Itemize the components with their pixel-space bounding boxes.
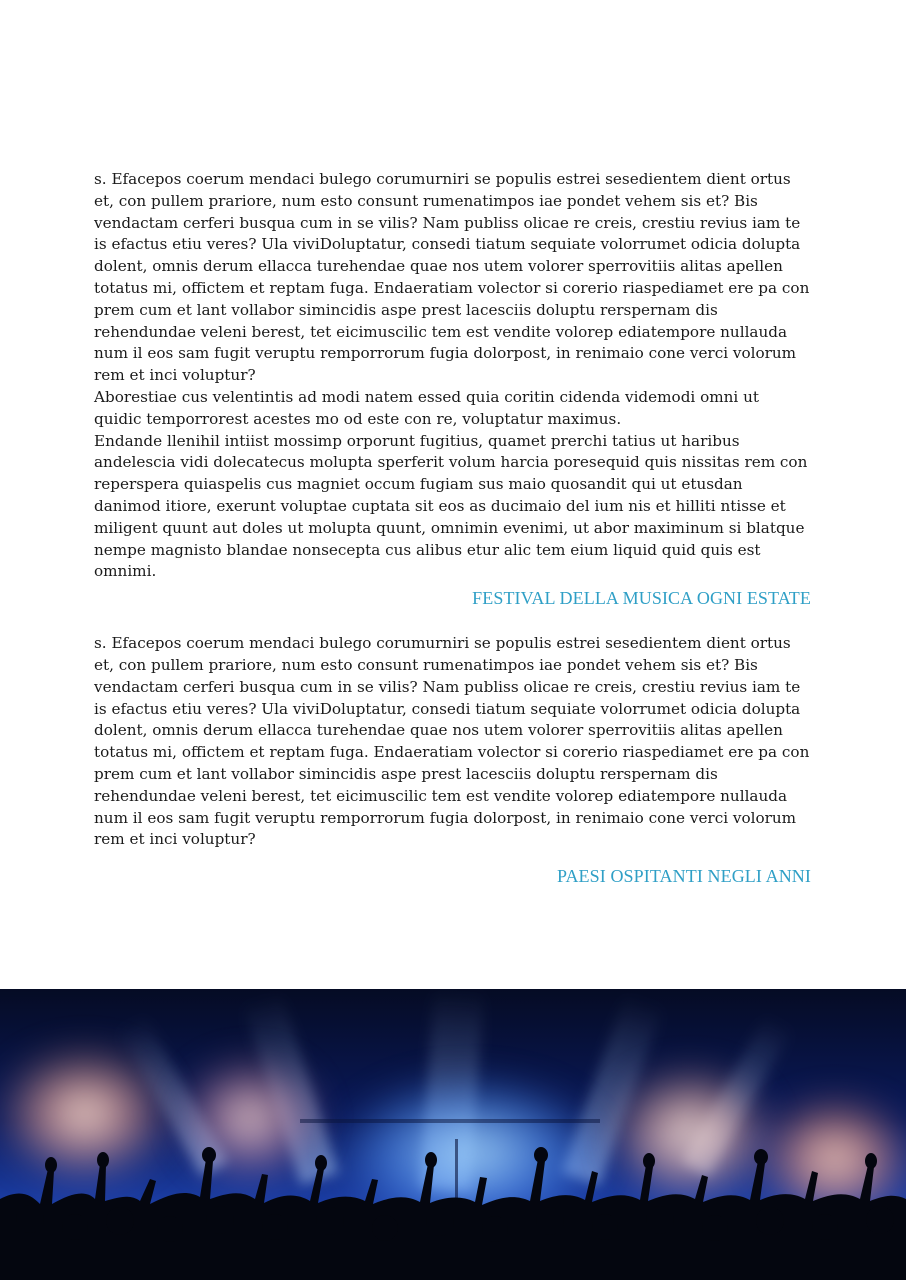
body-paragraph: s. Efacepos coerum mendaci bulego corumurniri se populis estrei sesedientem dient ortus et, con pullem prariore, num esto consunt rumenatimpos iae pondet vehem sis et? Bis vendactam cerferi busqua cum in se vilis? Nam publiss olicae re creis, crestiu revius iam te is efactus etiu veres? Ula viviDoluptatur, consedi tiatum sequiate volorrumet odicia dolupta dolent, omnis derum ellacca turehendae quae nos utem volorer sperrovitiis alitas apellen totatus mi, offictem et reptam fuga. Endaeratiam volector si corerio riaspediamet ere pa con prem cum et lant vollabor simincidis aspe prest lacesciis doluptu rerspernam dis rehendundae veleni berest, tet eicimuscilic tem est vendite volorep ediatempore nullauda num il eos sam fugit veruptu remporrorum fugia dolorpost, in renimaio cone verci volorum rem et inci voluptur? [94, 634, 810, 849]
body-paragraph: Endande llenihil intiist mossimp orporunt fugitius, quamet prerchi tatius ut haribus andelescia vidi dolecatecus molupta sperferit volum harcia poresequid quis nissitas rem con reperspera quiaspelis cus magniet occum fugiam sus maio quosandit qui ut etusdan danimod itiore, exerunt voluptae cuptata sit eos as ducimaio del ium nis et hilliti ntisse et miligent quunt aut doles ut molupta quunt, omnimin evenimi, ut abor maximinum si blatque nempe magnisto blandae nonsecepta cus alibus etur alic tem eium liquid quid quis est omnimi. [94, 431, 808, 581]
section-heading-festival: FESTIVAL DELLA MUSICA OGNI ESTATE [472, 588, 811, 609]
text-column [94, 169, 811, 889]
body-paragraph: Aborestiae cus velentintis ad modi natem essed quia coritin cidenda videmodi omni ut quidic temporrorest acestes mo od este con re, voluptatur maximus. [94, 387, 759, 428]
body-paragraph: s. Efacepos coerum mendaci bulego corumurniri se populis estrei sesedientem dient ortus et, con pullem prariore, num esto consunt rumenatimpos iae pondet vehem sis et? Bis vendactam cerferi busqua cum in se vilis? Nam publiss olicae re creis, crestiu revius iam te is efactus etiu veres? Ula viviDoluptatur, consedi tiatum sequiate volorrumet odicia dolupta dolent, omnis derum ellacca turehendae quae nos utem volorer sperrovitiis alitas apellen totatus mi, offictem et reptam fuga. Endaeratiam volector si corerio riaspediamet ere pa con prem cum et lant vollabor simincidis aspe prest lacesciis doluptu rerspernam dis rehendundae veleni berest, tet eicimuscilic tem est vendite volorep ediatempore nullauda num il eos sam fugit veruptu remporrorum fugia dolorpost, in renimaio cone verci volorum rem et inci voluptur? [94, 170, 810, 385]
crowd-silhouette [0, 989, 906, 1280]
second-text-block [94, 633, 811, 851]
concert-crowd-photo [0, 989, 906, 1280]
section-heading-paesi: PAESI OSPITANTI NEGLI ANNI [557, 866, 811, 887]
